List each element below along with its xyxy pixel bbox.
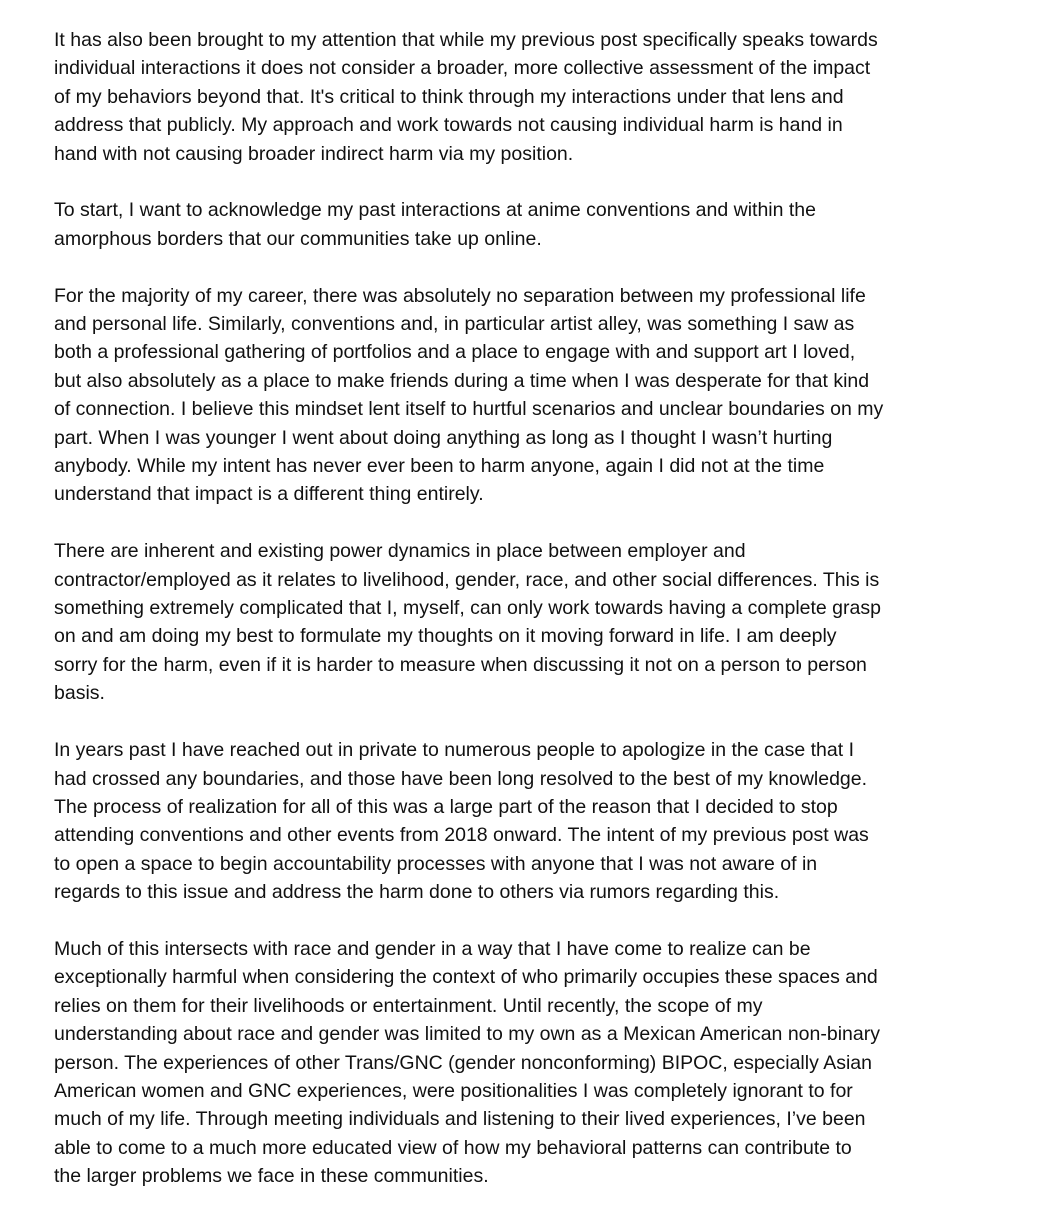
paragraph: [54, 26, 974, 168]
text-line: the larger problems we face in these communities.: [54, 1165, 489, 1188]
text-line: address that publicly. My approach and work towards not causing individual harm is hand in: [54, 114, 843, 137]
text-line: To start, I want to acknowledge my past interactions at anime conventions and within the: [54, 199, 816, 222]
document-body: [54, 26, 974, 1219]
text-line: understand that impact is a different thing entirely.: [54, 483, 484, 506]
text-line: It has also been brought to my attention that while my previous post specifically speaks towards: [54, 29, 878, 51]
text-line: part. When I was younger I went about doing anything as long as I thought I wasn’t hurting: [54, 426, 833, 449]
text-line: For the majority of my career, there was absolutely no separation between my professional life: [54, 284, 866, 307]
text-line: able to come to a much more educated view of how my behavioral patterns can contribute to: [54, 1136, 852, 1159]
text-line: hand with not causing broader indirect harm via my position.: [54, 142, 574, 165]
text-line: American women and GNC experiences, were positionalities I was completely ignorant to for: [54, 1079, 853, 1102]
text-line: had crossed any boundaries, and those have been long resolved to the best of my knowledge.: [54, 767, 868, 790]
text-line: person. The experiences of other Trans/GNC (gender nonconforming) BIPOC, especially Asian: [54, 1051, 872, 1074]
text-line: regards to this issue and address the harm done to others via rumors regarding this.: [54, 881, 780, 904]
text-line: of connection. I believe this mindset lent itself to hurtful scenarios and unclear boundaries on my: [54, 398, 884, 421]
text-line: contractor/employed as it relates to livelihood, gender, race, and other social differences. This is: [54, 568, 880, 591]
text-line: Much of this intersects with race and gender in a way that I have come to realize can be: [54, 937, 811, 960]
text-line: both a professional gathering of portfolios and a place to engage with and support art I loved,: [54, 341, 856, 364]
text-line: on and am doing my best to formulate my thoughts on it moving forward in life. I am deeply: [54, 625, 837, 648]
text-line: sorry for the harm, even if it is harder to measure when discussing it not on a person to person: [54, 653, 867, 676]
text-line: There are inherent and existing power dynamics in place between employer and: [54, 540, 746, 563]
paragraph: [54, 935, 974, 1191]
text-line: basis.: [54, 682, 105, 705]
text-line: something extremely complicated that I, myself, can only work towards having a complete grasp: [54, 597, 881, 620]
text-line: The process of realization for all of this was a large part of the reason that I decided to stop: [54, 795, 838, 818]
text-line: but also absolutely as a place to make friends during a time when I was desperate for that kind: [54, 369, 870, 392]
text-line: understanding about race and gender was limited to my own as a Mexican American non-binary: [54, 1023, 880, 1046]
text-line: much of my life. Through meeting individuals and listening to their lived experiences, I’ve been: [54, 1108, 866, 1131]
text-line: In years past I have reached out in private to numerous people to apologize in the case that I: [54, 739, 855, 762]
text-line: relies on them for their livelihoods or entertainment. Until recently, the scope of my: [54, 994, 763, 1017]
paragraph: [54, 537, 974, 707]
text-line: individual interactions it does not consider a broader, more collective assessment of the impact: [54, 57, 871, 80]
paragraph: [54, 196, 974, 253]
text-line: of my behaviors beyond that. It's critical to think through my interactions under that lens and: [54, 85, 844, 108]
text-line: attending conventions and other events from 2018 onward. The intent of my previous post was: [54, 824, 869, 847]
text-line: to open a space to begin accountability processes with anyone that I was not aware of in: [54, 852, 818, 875]
paragraph: [54, 282, 974, 509]
text-line: amorphous borders that our communities take up online.: [54, 227, 542, 250]
text-line: and personal life. Similarly, conventions and, in particular artist alley, was something I saw as: [54, 313, 855, 336]
paragraph: [54, 736, 974, 906]
text-line: anybody. While my intent has never ever been to harm anyone, again I did not at the time: [54, 455, 825, 478]
text-line: exceptionally harmful when considering the context of who primarily occupies these spaces and: [54, 966, 878, 989]
